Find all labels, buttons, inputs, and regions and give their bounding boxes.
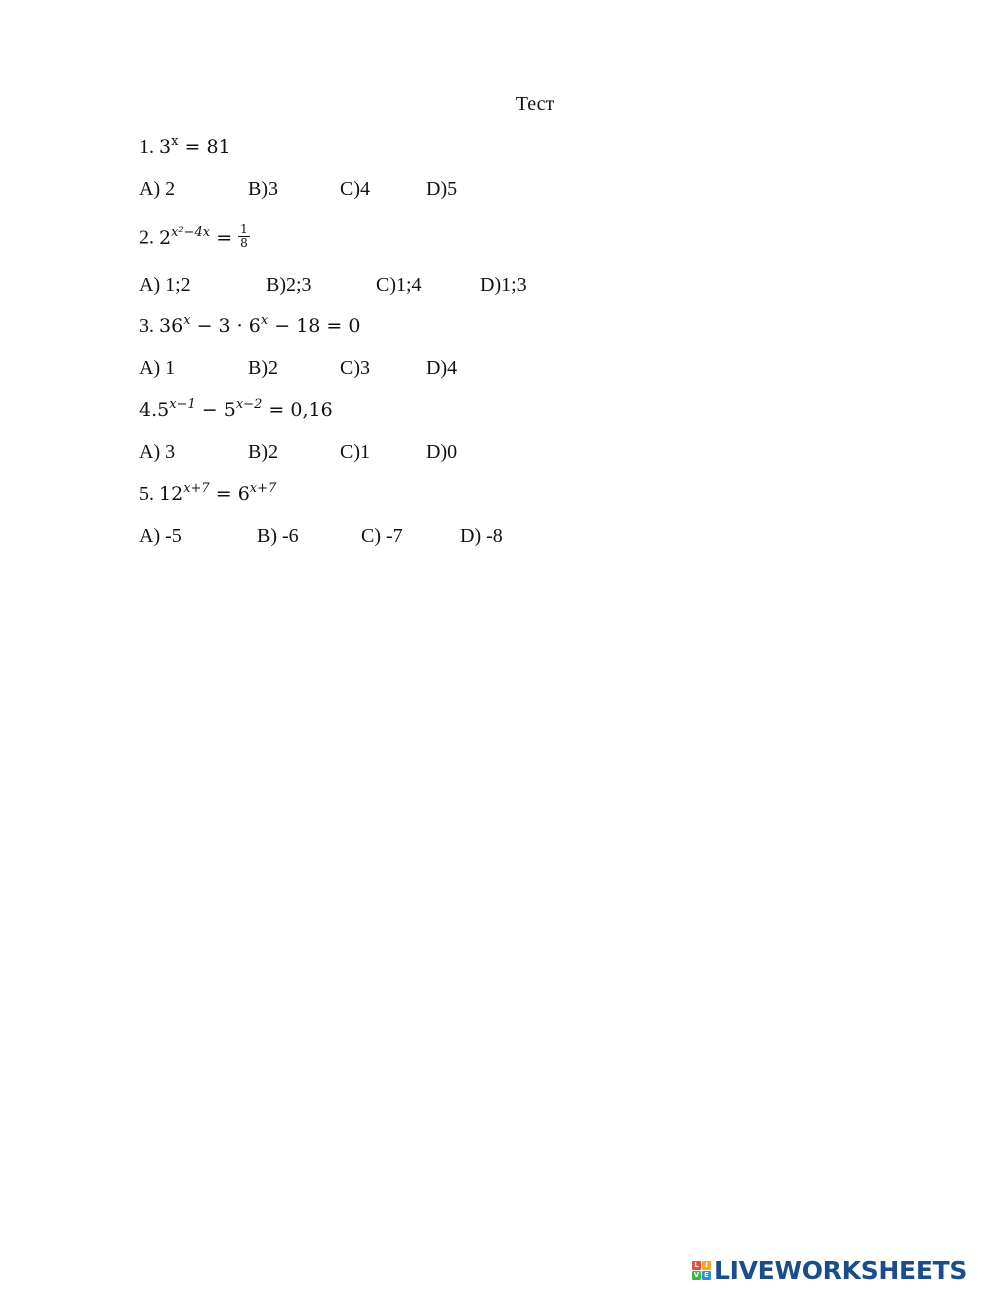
question-1 bbox=[139, 136, 231, 159]
option-c[interactable]: C) -7 bbox=[361, 525, 403, 547]
question-number: 3. bbox=[139, 315, 154, 337]
equation-base: 2 bbox=[159, 226, 172, 249]
option-d[interactable]: D)4 bbox=[426, 357, 458, 379]
option-c[interactable]: C)1;4 bbox=[376, 274, 422, 296]
equation-middle: = 6 bbox=[215, 483, 250, 505]
equation-term2-exponent: x bbox=[260, 313, 269, 328]
option-a[interactable]: A) 1 bbox=[139, 357, 176, 379]
equation-base: 3 bbox=[159, 136, 172, 158]
equation-term1-exponent: x−1 bbox=[169, 397, 196, 412]
question-number: 2. bbox=[139, 226, 154, 249]
option-a[interactable]: A) 3 bbox=[139, 441, 176, 463]
equation-rhs: − 18 = 0 bbox=[274, 315, 361, 337]
equation-rhs: = 81 bbox=[184, 136, 231, 158]
option-c[interactable]: C)3 bbox=[340, 357, 370, 379]
option-d[interactable]: D)0 bbox=[426, 441, 458, 463]
logo-block: I bbox=[702, 1261, 711, 1270]
fraction-denominator: 8 bbox=[240, 236, 248, 250]
page-title: Тест bbox=[515, 93, 555, 115]
equation-middle: − 3 · 6 bbox=[196, 315, 261, 337]
question-4 bbox=[139, 399, 333, 422]
option-d[interactable]: D)1;3 bbox=[480, 274, 527, 296]
option-b[interactable]: B)2 bbox=[248, 441, 278, 463]
fraction bbox=[238, 223, 250, 250]
equation-exponent: x bbox=[171, 134, 179, 149]
equation-term1-base: 36 bbox=[159, 315, 184, 337]
question-5 bbox=[139, 483, 276, 506]
equation-term2-exponent: x+7 bbox=[249, 481, 277, 496]
equation bbox=[159, 483, 276, 505]
question-number: 1. bbox=[139, 136, 154, 158]
equation-term1-exponent: x+7 bbox=[183, 481, 210, 496]
logo-blocks-icon bbox=[692, 1261, 711, 1280]
option-b[interactable]: B)3 bbox=[248, 178, 278, 200]
equation bbox=[139, 399, 333, 421]
option-a[interactable]: A) 1;2 bbox=[139, 274, 191, 296]
option-d[interactable]: D) -8 bbox=[460, 525, 503, 547]
question-number: 5. bbox=[139, 483, 154, 505]
equation-term1-exponent: x bbox=[183, 313, 191, 328]
equation-exponent: x²−4x bbox=[171, 224, 211, 240]
option-b[interactable]: B)2 bbox=[248, 357, 278, 379]
equation-rhs: = 0,16 bbox=[268, 399, 333, 421]
equation-rhs: = bbox=[216, 226, 233, 249]
liveworksheets-logo bbox=[692, 1256, 967, 1284]
equation-middle: − 5 bbox=[201, 399, 236, 421]
option-a[interactable]: A) -5 bbox=[139, 525, 182, 547]
equation bbox=[159, 136, 231, 158]
option-c[interactable]: C)1 bbox=[340, 441, 370, 463]
logo-text: LIVEWORKSHEETS bbox=[714, 1255, 968, 1285]
logo-block: E bbox=[702, 1271, 711, 1280]
option-b[interactable]: B)2;3 bbox=[266, 274, 312, 296]
logo-block: L bbox=[692, 1261, 701, 1270]
question-number: 4. bbox=[139, 399, 158, 421]
logo-block: V bbox=[693, 1270, 700, 1279]
equation-term1-base: 5 bbox=[157, 399, 170, 421]
equation bbox=[159, 222, 250, 250]
equation bbox=[159, 315, 360, 337]
question-3 bbox=[139, 315, 360, 338]
question-2 bbox=[139, 222, 250, 252]
option-a[interactable]: A) 2 bbox=[139, 178, 176, 200]
fraction-numerator: 1 bbox=[240, 222, 248, 236]
option-b[interactable]: B) -6 bbox=[257, 525, 299, 547]
equation-term1-base: 12 bbox=[159, 483, 184, 505]
equation-term2-exponent: x−2 bbox=[235, 397, 263, 412]
option-c[interactable]: C)4 bbox=[340, 178, 370, 200]
option-d[interactable]: D)5 bbox=[426, 178, 458, 200]
